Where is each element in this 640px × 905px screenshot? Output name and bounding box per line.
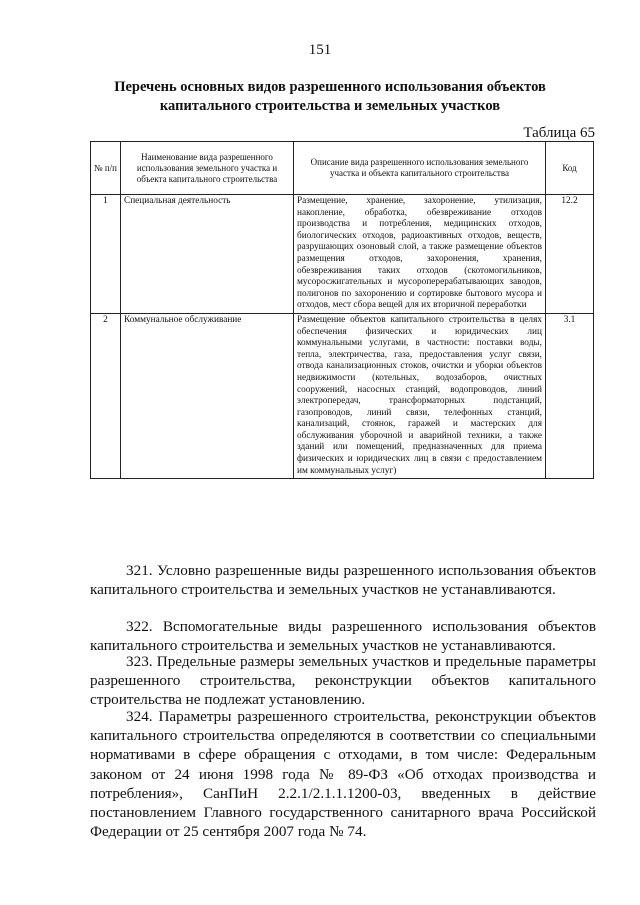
table-row [91, 195, 594, 314]
document-title: Перечень основных видов разрешенного использования объектов капитального строительства и земельных участков [114, 79, 546, 114]
row-number: 2 [91, 313, 121, 478]
paragraph-324: 324. Параметры разрешенного строительства, реконструкции объектов капитального строительства определяются в соответствии со специальными нормативами в сфере обращения с отходами, в том числе: Федеральным законом от 24 июня 1998 года № 89-ФЗ «Об отходах производства и потребления», СанПиН 2.2.1/2.1.1.1200-03, введенных в действие постановлением Главного государственного санитарного врача Российской Федерации от 25 сентября 2007 года № 74. [90, 708, 596, 841]
paragraph-322: 322. Вспомогательные виды разрешенного использования объектов капитального строительства и земельных участков не устанавливаются. [90, 618, 596, 655]
header-number: № п/п [91, 142, 121, 195]
row-number: 1 [91, 195, 121, 314]
row-description: Размещение, хранение, захоронение, утилизация, накопление, обработка, обезвреживание отходов производства и потребления, медицинских отходов, биологических отходов, радиоактивных отходов, веществ, разрушающих озоновый слой, а также размещение объектов размещения отходов, захоронения, хранения, обезвреживания таких отходов (скотомогильников, мусоросжигательных и мусороперерабатывающих заводов, полигонов по захоронению и сортировке бытового мусора и отходов, мест сбора вещей для их вторичной переработки [294, 195, 546, 314]
header-description: Описание вида разрешенного использования земельного участка и объекта капитального строительства [294, 142, 546, 195]
paragraph-323: 323. Предельные размеры земельных участков и предельные параметры разрешенного строительства, реконструкции объектов капитального строительства не подлежат установлению. [90, 653, 596, 709]
header-name: Наименование вида разрешенного использования земельного участка и объекта капитального строительства [121, 142, 294, 195]
table-caption: Таблица 65 [523, 125, 595, 141]
row-code: 3.1 [546, 313, 594, 478]
row-code: 12.2 [546, 195, 594, 314]
row-description: Размещение объектов капитального строительства в целях обеспечения физических и юридических лиц коммунальными услугами, в частности: поставки воды, тепла, электричества, газа, предоставления услуг связи, отвода канализационных стоков, очистки и уборки объектов недвижимости (котельных, водозаборов, очистных сооружений, насосных станций, водопроводов, линий электропередач, трансформаторных подстанций, газопроводов, линий связи, телефонных станций, канализаций, стоянок, гаражей и мастерских для обслуживания уборочной и аварийной техники, а также зданий или помещений, предназначенных для приема физических и юридических лиц в связи с предоставлением им коммунальных услуг) [294, 313, 546, 478]
table-header-row [91, 142, 594, 195]
row-name: Коммунальное обслуживание [121, 313, 294, 478]
land-use-table [90, 141, 594, 479]
paragraph-321: 321. Условно разрешенные виды разрешенного использования объектов капитального строительства и земельных участков не устанавливаются. [90, 562, 596, 599]
row-name: Специальная деятельность [121, 195, 294, 314]
page-number: 151 [308, 42, 332, 58]
header-code: Код [546, 142, 594, 195]
table-row [91, 313, 594, 478]
